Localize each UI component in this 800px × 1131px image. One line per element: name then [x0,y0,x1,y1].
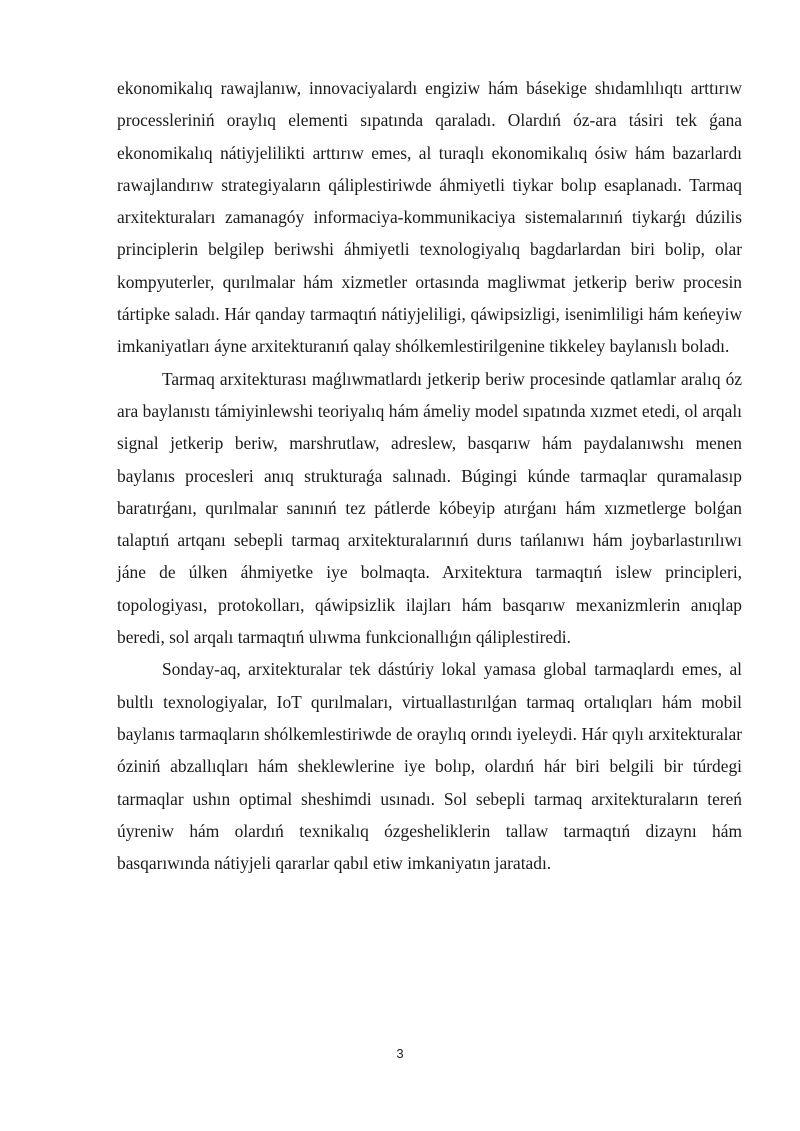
paragraph-continuation: ekonomikalıq rawajlanıw, innovaciyalardı engiziw hám básekige shıdamlılıqtı arttırıw processleriniń oraylıq elementi sıpatında qaraladı. Olardıń óz-ara tásiri tek ǵana ekonomikalıq nátiyjelilikti arttırıw emes, al turaqlı ekonomikalıq ósiw hám bazarlardı rawajlandırıw strategiyaların qáliplestiriwde áhmiyetli tiykar bolıp esaplanadı. Tarmaq arxitekturaları zamanagóy informaciya-kommunikaciya sistemalarınıń tiykarǵı dúzilis principlerin belgilep beriwshi áhmiyetli texnologiyalıq bagdarlardan biri bolip, olar kompyuterler, qurılmalar hám xizmetler ortasında magliwmat jetkerip beriw procesin tártipke saladı. Hár qanday tarmaqtıń nátiyjeliligi, qáwipsizligi, isenimliligi hám keńeyiw imkaniyatları áyne arxitekturanıń qalay shólkemlestirilgenine tikkeley baylanıslı boladı. [117,78,742,357]
document-body [117,72,742,879]
paragraph-modern-technologies: Sonday-aq, arxitekturalar tek dástúriy lokal yamasa global tarmaqlardı emes, al bultlı texnologiyalar, IoT qurılmaları, virtuallastırılǵan tarmaq ortalıqları hám mobil baylanıs tarmaqların shólkemlestiriwde de oraylıq orındı iyeleydi. Hár qıylı arxitekturalar óziniń abzallıqları hám sheklewlerine iye bolıp, olardıń hár biri belgili bir túrdegi tarmaqlar ushın optimal sheshimdi usınadı. Sol sebepli tarmaq arxitekturaların tereń úyreniw hám olardıń texnikalıq ózgesheliklerin tallaw tarmaqtıń dizaynı hám basqarıwında nátiyjeli qararlar qabıl etiw imkaniyatın jaratadı. [117,659,742,874]
page-number: 3 [396,1046,404,1061]
paragraph-network-architecture: Tarmaq arxitekturası maǵlıwmatlardı jetkerip beriw procesinde qatlamlar aralıq óz ara baylanıstı támiyinlewshi teoriyalıq hám ámeliy model sıpatında xızmet etedi, ol arqalı signal jetkerip beriw, marshrutlaw, adreslew, basqarıw hám paydalanıwshı menen baylanıs procesleri anıq strukturaǵa salınadı. Búgingi kúnde tarmaqlar quramalasıp baratırǵanı, qurılmalar sanınıń tez pátlerde kóbeyip atırǵanı hám xızmetlerge bolǵan talaptıń artqanı sebepli tarmaq arxitekturalarınıń durıs tańlanıwı hám joybarlastırılıwı jáne de úlken áhmiyetke iye bolmaqta. Arxitektura tarmaqtıń islew principleri, topologiyası, protokolları, qáwipsizlik ilajları hám basqarıw mexanizmlerin anıqlap beredi, sol arqalı tarmaqtıń ulıwma funkcionallıǵın qáliplestiredi. [117,368,742,648]
